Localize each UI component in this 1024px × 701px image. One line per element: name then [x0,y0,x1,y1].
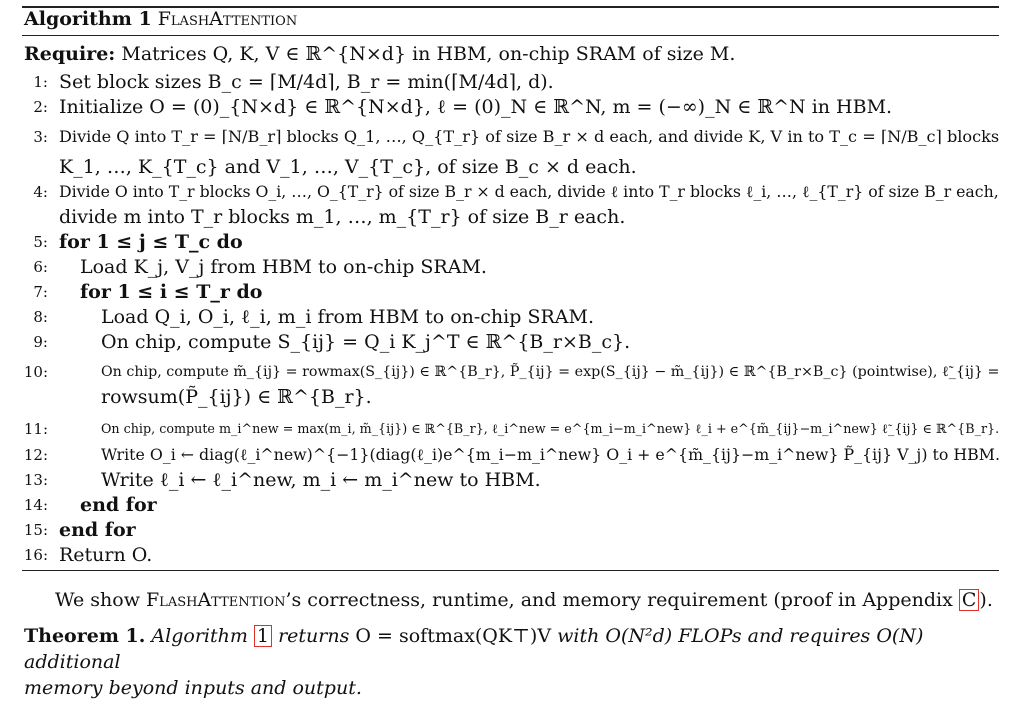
step-text: for 1 ≤ j ≤ T_c do [59,231,243,253]
theorem-label: Theorem 1. [24,625,146,647]
paragraph-text: We show [55,589,140,611]
paragraph-end: ). [979,589,993,611]
step-text: Write O_i ← diag(ℓ_i^new)^{−1}(diag(ℓ_i)e^{m_i−m_i^new} O_i + e^{m̃_{ij}−m_i^new} P̃_{ij} V_j) to HBM. [101,445,1000,464]
appendix-link[interactable]: C [959,589,980,611]
algorithm-title-rule [22,35,999,36]
step-number: 8: [33,308,48,326]
step-number: 5: [33,233,48,251]
theorem-block [24,623,1002,701]
theorem-formula: O = softmax(QK⊤)V [355,625,552,647]
theorem-text-memory: memory beyond inputs and output. [24,677,362,699]
step-number: 9: [33,333,48,351]
correctness-paragraph [55,589,993,611]
step-text: Divide Q into T_r = ⌈N/B_r⌉ blocks Q_1, …, Q_{T_r} of size B_r × d each, and divide K, V in to T_c = ⌈N/B_c⌉ blocks [59,127,1000,146]
step-number: 7: [33,283,48,301]
step-text: Load K_j, V_j from HBM to on-chip SRAM. [80,256,487,278]
step-number: 4: [33,183,48,201]
step-number: 11: [23,420,48,438]
algorithm-title [24,8,297,30]
paragraph-text-after: ’s correctness, runtime, and memory requirement (proof in Appendix [285,589,953,611]
step-number: 2: [33,98,48,116]
paragraph-algorithm-name: FlashAttention [146,589,286,611]
algorithm-label: Algorithm 1 [24,8,152,30]
theorem-text-returns: returns [278,625,350,647]
step-number: 1: [33,73,48,91]
step-number: 14: [23,496,48,514]
step-text: end for [80,494,157,516]
step-number: 16: [23,546,48,564]
step-number: 13: [23,471,48,489]
step-text-continued: divide m into T_r blocks m_1, …, m_{T_r} of size B_r each. [59,206,626,228]
step-text: for 1 ≤ i ≤ T_r do [80,281,263,303]
step-text: On chip, compute m̃_{ij} = rowmax(S_{ij}) ∈ ℝ^{B_r}, P̃_{ij} = exp(S_{ij} − m̃_{ij}) ∈ ℝ^{B_r×B_c} (pointwise), ℓ̃_{ij} = [101,364,1000,380]
step-number: 12: [23,446,48,464]
step-text: Divide O into T_r blocks O_i, …, O_{T_r} of size B_r × d each, divide ℓ into T_r blocks ℓ_i, …, ℓ_{T_r} of size B_r each, [59,182,999,201]
theorem-text: Algorithm [151,625,248,647]
step-text: Initialize O = (0)_{N×d} ∈ ℝ^{N×d}, ℓ = (0)_N ∈ ℝ^N, m = (−∞)_N ∈ ℝ^N in HBM. [59,96,893,118]
step-text: Set block sizes B_c = ⌈M/4d⌉, B_r = min(⌈M/4d⌉, d). [59,71,554,93]
require-text: Matrices Q, K, V ∈ ℝ^{N×d} in HBM, on-chip SRAM of size M. [121,43,736,65]
algorithm-link[interactable]: 1 [254,625,272,647]
algorithm-name: FlashAttention [157,8,298,30]
require-line [24,42,735,66]
step-number: 6: [33,258,48,276]
step-text: On chip, compute S_{ij} = Q_i K_j^T ∈ ℝ^{B_r×B_c}. [101,331,631,353]
step-text: end for [59,519,136,541]
step-number: 15: [23,521,48,539]
step-number: 10: [23,363,48,381]
theorem-text-flops: with O(N²d) FLOPs and requires O(N) additional [24,625,924,673]
step-text: On chip, compute m_i^new = max(m_i, m̃_{ij}) ∈ ℝ^{B_r}, ℓ_i^new = e^{m_i−m_i^new} ℓ_i + e^{m̃_{ij}−m_i^new} ℓ̃_{ij} ∈ ℝ^{B_r}. [101,421,1000,436]
algorithm-bottom-rule [22,570,999,571]
step-text-continued: rowsum(P̃_{ij}) ∈ ℝ^{B_r}. [101,386,372,408]
step-text: Return O. [59,544,153,566]
step-text: Write ℓ_i ← ℓ_i^new, m_i ← m_i^new to HBM. [101,469,541,491]
step-text: Load Q_i, O_i, ℓ_i, m_i from HBM to on-chip SRAM. [101,306,594,328]
require-keyword: Require: [24,43,116,65]
step-number: 3: [33,128,48,146]
step-text-continued: K_1, …, K_{T_c} and V_1, …, V_{T_c}, of size B_c × d each. [59,156,637,178]
